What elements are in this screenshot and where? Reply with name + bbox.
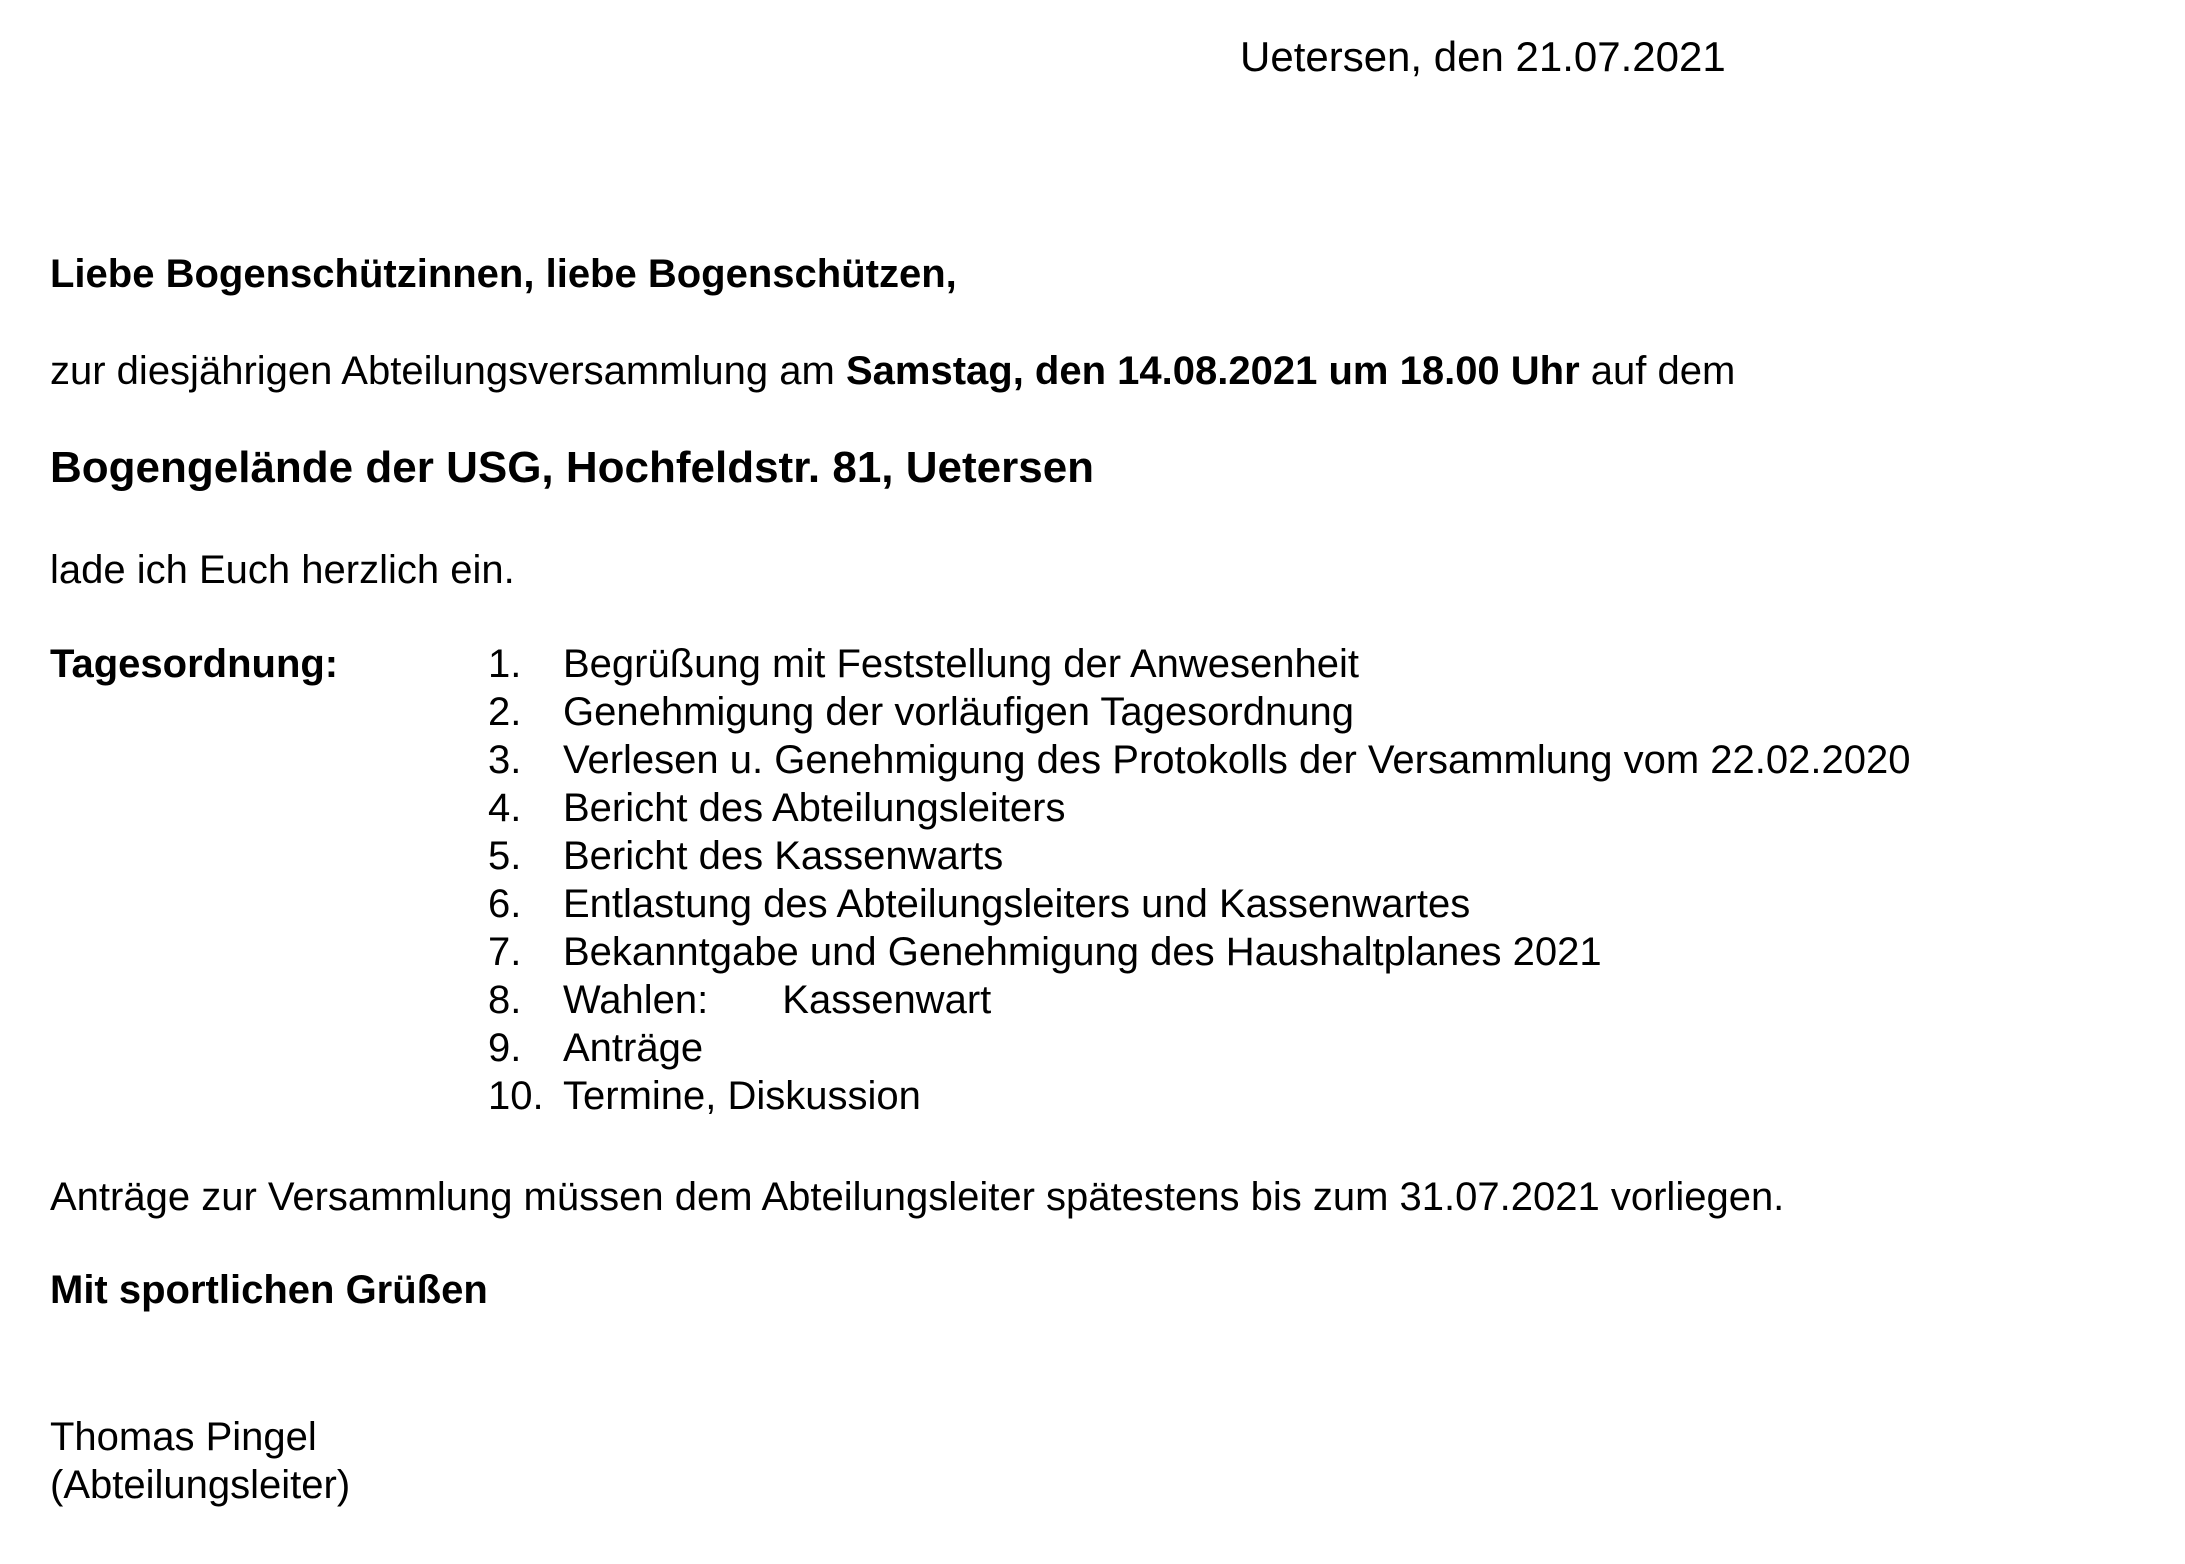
location: Bogengelände der USG, Hochfeldstr. 81, Uetersen: [50, 443, 1095, 492]
agenda-item-number: 1.: [488, 642, 522, 686]
agenda-item-number: 2.: [488, 690, 522, 734]
agenda-label: Tagesordnung:: [50, 642, 339, 686]
agenda-item-text: Bekanntgabe und Genehmigung des Haushaltplanes 2021: [563, 930, 1602, 974]
agenda-item-text: Entlastung des Abteilungsleiters und Kassenwartes: [563, 882, 1471, 926]
agenda-item-text: Verlesen u. Genehmigung des Protokolls der Versammlung vom 22.02.2020: [563, 738, 1911, 782]
invite-suffix: auf dem: [1579, 349, 1736, 393]
invite-intro: zur diesjährigen Abteilungsversammlung am: [50, 349, 846, 393]
agenda-item-detail: Kassenwart: [782, 978, 992, 1022]
salutation: Liebe Bogenschützinnen, liebe Bogenschützen,: [50, 252, 957, 296]
agenda-item-number: 4.: [488, 786, 522, 830]
agenda-item-number: 3.: [488, 738, 522, 782]
agenda-item-number: 8.: [488, 978, 522, 1022]
agenda-item-text: Anträge: [563, 1026, 704, 1070]
signer-role: (Abteilungsleiter): [50, 1463, 351, 1507]
invite-end: lade ich Euch herzlich ein.: [50, 548, 515, 592]
deadline-note: Anträge zur Versammlung müssen dem Abteilungsleiter spätestens bis zum 31.07.2021 vorliegen.: [50, 1175, 1785, 1219]
agenda-item-number: 5.: [488, 834, 522, 878]
invite-line: [50, 351, 1735, 391]
closing: Mit sportlichen Grüßen: [50, 1268, 488, 1312]
agenda-item-text: Bericht des Abteilungsleiters: [563, 786, 1066, 830]
invite-datetime: Samstag, den 14.08.2021 um 18.00 Uhr: [845, 349, 1580, 393]
agenda-item-text: Genehmigung der vorläufigen Tagesordnung: [563, 690, 1354, 734]
place-date: Uetersen, den 21.07.2021: [1240, 33, 1726, 80]
agenda-item-text: [563, 980, 991, 1020]
agenda-item-number: 6.: [488, 882, 522, 926]
agenda-item-text: Begrüßung mit Feststellung der Anwesenheit: [563, 642, 1359, 686]
agenda-item-number: 10.: [488, 1074, 544, 1118]
agenda-item-text: Termine, Diskussion: [563, 1074, 921, 1118]
agenda-item-text: Bericht des Kassenwarts: [563, 834, 1004, 878]
agenda-item-number: 9.: [488, 1026, 522, 1070]
agenda-item-number: 7.: [488, 930, 522, 974]
agenda-item-label: Wahlen:: [563, 978, 709, 1022]
signer-name: Thomas Pingel: [50, 1415, 317, 1459]
